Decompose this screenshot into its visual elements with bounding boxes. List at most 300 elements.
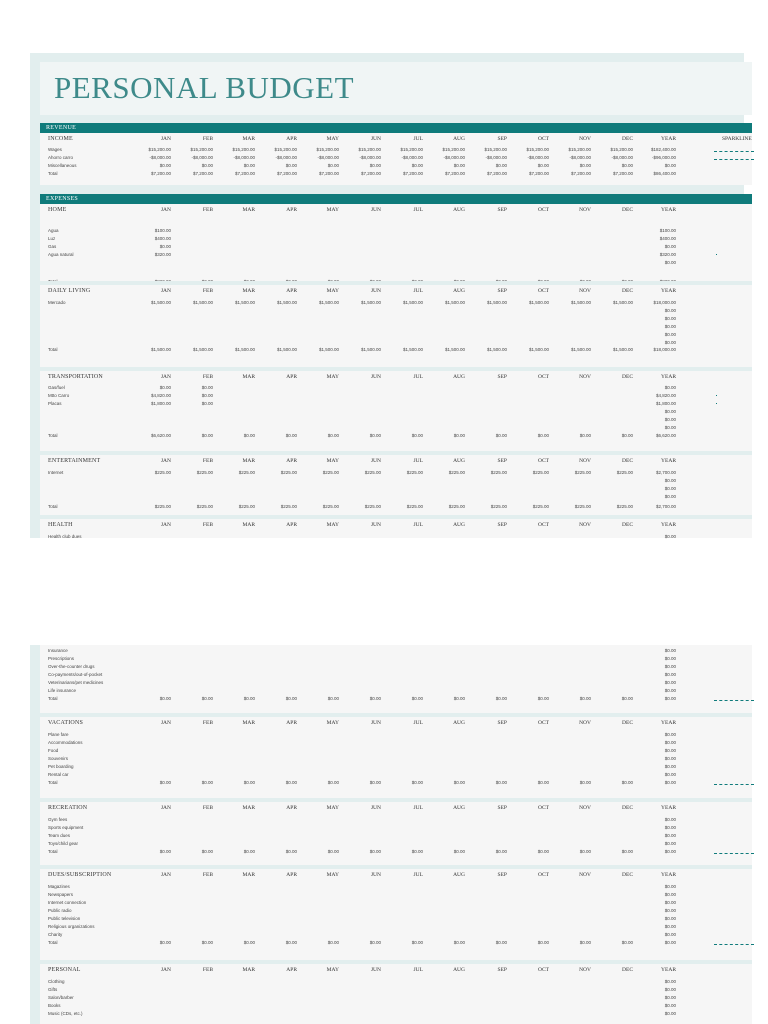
month-value: $0.00	[621, 780, 633, 785]
section-header-personal	[40, 966, 752, 975]
month-value: $225.00	[532, 504, 549, 509]
section-divider	[40, 713, 752, 717]
year-value: $2,700.00	[655, 504, 676, 509]
month-header: APR	[286, 720, 297, 726]
month-header: AUG	[453, 967, 465, 973]
month-header: MAR	[242, 458, 255, 464]
month-value: $0.00	[579, 849, 591, 854]
total-row	[40, 431, 752, 440]
month-value: $0.00	[327, 849, 339, 854]
month-value: $0.00	[327, 163, 339, 168]
year-header: YEAR	[661, 872, 676, 878]
month-value: $0.00	[201, 780, 213, 785]
month-value: $4,820.00	[150, 393, 171, 398]
month-header: MAY	[326, 805, 339, 811]
month-header: JAN	[160, 720, 171, 726]
month-value: $15,200.00	[484, 147, 507, 152]
month-value: $15,200.00	[358, 147, 381, 152]
month-value: $1,500.00	[570, 347, 591, 352]
month-header: SEP	[497, 522, 507, 528]
section-header-home	[40, 206, 752, 215]
year-header: YEAR	[661, 374, 676, 380]
month-value: $7,200.00	[444, 171, 465, 176]
row-label: Gas	[48, 244, 57, 249]
month-value: $0.00	[495, 940, 507, 945]
month-value: $1,500.00	[444, 300, 465, 305]
month-header: JAN	[160, 522, 171, 528]
month-header: DEC	[622, 458, 633, 464]
month-header: APR	[286, 522, 297, 528]
month-value: $1,500.00	[570, 300, 591, 305]
sparkline	[714, 698, 754, 701]
year-value: $6,620.00	[655, 433, 676, 438]
month-value: $7,200.00	[150, 171, 171, 176]
sparkline	[714, 782, 754, 785]
section-header-dues	[40, 871, 752, 880]
month-value: $0.00	[495, 780, 507, 785]
month-header: APR	[286, 805, 297, 811]
year-header: YEAR	[661, 207, 676, 213]
total-row	[40, 345, 752, 354]
month-header: JUL	[413, 136, 423, 142]
month-value: $15,200.00	[400, 147, 423, 152]
month-header: SEP	[497, 288, 507, 294]
month-header: AUG	[453, 522, 465, 528]
year-value: $0.00	[664, 900, 676, 905]
month-header: MAY	[326, 458, 339, 464]
row-label: Gifts	[48, 987, 58, 992]
month-value: $0.00	[285, 163, 297, 168]
row-label: Agua natural	[48, 252, 74, 257]
month-value: $0.00	[411, 940, 423, 945]
year-value: $0.00	[664, 825, 676, 830]
month-header: MAR	[242, 805, 255, 811]
month-value: $0.00	[537, 849, 549, 854]
year-value: $0.00	[664, 924, 676, 929]
month-value: $0.00	[327, 780, 339, 785]
month-value: $225.00	[154, 504, 171, 509]
month-value: -$8,000.00	[233, 155, 255, 160]
month-value: -$8,000.00	[443, 155, 465, 160]
row-label: Placas	[48, 401, 62, 406]
month-value: $15,200.00	[568, 147, 591, 152]
month-value: -$8,000.00	[569, 155, 591, 160]
month-value: $0.00	[201, 385, 213, 390]
month-value: $225.00	[322, 504, 339, 509]
year-value: $0.00	[664, 385, 676, 390]
expense-row	[40, 532, 752, 541]
year-value: $0.00	[664, 764, 676, 769]
month-value: $7,200.00	[318, 171, 339, 176]
month-value: $0.00	[201, 940, 213, 945]
month-header: MAR	[242, 288, 255, 294]
year-value: $0.00	[664, 534, 676, 539]
month-value: $0.00	[453, 780, 465, 785]
month-value: -$8,000.00	[191, 155, 213, 160]
month-header: APR	[286, 374, 297, 380]
month-value: $1,500.00	[444, 347, 465, 352]
total-row	[40, 847, 752, 856]
month-header: APR	[286, 136, 297, 142]
month-header: MAR	[242, 967, 255, 973]
month-value: $225.00	[574, 470, 591, 475]
month-value: $6,620.00	[150, 433, 171, 438]
month-header: OCT	[538, 967, 549, 973]
row-label: Food	[48, 748, 59, 753]
row-label: Clothing	[48, 979, 65, 984]
section-header-vacations	[40, 719, 752, 728]
month-value: $15,200.00	[526, 147, 549, 152]
month-value: $100.00	[154, 228, 171, 233]
year-value: $0.00	[664, 324, 676, 329]
row-label: Agua	[48, 228, 59, 233]
month-header: APR	[286, 207, 297, 213]
section-divider	[40, 451, 752, 455]
month-header: JAN	[160, 374, 171, 380]
month-value: $1,500.00	[192, 347, 213, 352]
month-header: MAR	[242, 522, 255, 528]
month-header: OCT	[538, 207, 549, 213]
month-value: $0.00	[243, 780, 255, 785]
year-value: $0.00	[664, 340, 676, 345]
month-value: $0.00	[159, 940, 171, 945]
month-value: $1,500.00	[150, 300, 171, 305]
month-header: FEB	[202, 872, 213, 878]
year-value: $0.00	[664, 841, 676, 846]
month-value: $0.00	[621, 696, 633, 701]
month-header: OCT	[538, 288, 549, 294]
month-header: NOV	[579, 374, 591, 380]
month-value: $0.00	[453, 696, 465, 701]
month-value: $0.00	[579, 696, 591, 701]
month-header: OCT	[538, 872, 549, 878]
row-label: Books	[48, 1003, 61, 1008]
section-header-recreation	[40, 804, 752, 813]
month-value: $0.00	[453, 940, 465, 945]
row-label: Public radio	[48, 908, 72, 913]
expense-row	[40, 258, 752, 267]
month-header: JUL	[413, 458, 423, 464]
month-header: JUL	[413, 207, 423, 213]
month-value: $0.00	[285, 433, 297, 438]
month-header: JUL	[413, 720, 423, 726]
row-label: Accommodations	[48, 740, 83, 745]
month-header: OCT	[538, 720, 549, 726]
sparkline	[716, 403, 717, 404]
month-header: JUL	[413, 872, 423, 878]
row-label: Gas/fuel	[48, 385, 65, 390]
month-value: $0.00	[243, 433, 255, 438]
month-value: $0.00	[285, 696, 297, 701]
month-header: SEP	[497, 136, 507, 142]
month-header: JUL	[413, 288, 423, 294]
section-header-health	[40, 521, 752, 530]
month-header: NOV	[579, 288, 591, 294]
month-value: $1,500.00	[528, 347, 549, 352]
month-value: $225.00	[574, 504, 591, 509]
year-value: $0.00	[664, 740, 676, 745]
month-value: $1,500.00	[276, 300, 297, 305]
month-header: APR	[286, 967, 297, 973]
section-heading: PERSONAL	[48, 967, 81, 973]
month-value: $0.00	[495, 696, 507, 701]
month-header: SEP	[497, 872, 507, 878]
month-header: NOV	[579, 522, 591, 528]
total-row	[40, 778, 752, 787]
year-value: $0.00	[664, 478, 676, 483]
month-value: $0.00	[537, 940, 549, 945]
month-value: -$8,000.00	[275, 155, 297, 160]
sparkline	[714, 157, 754, 160]
section-divider	[40, 367, 752, 371]
year-header: YEAR	[661, 458, 676, 464]
month-header: MAY	[326, 207, 339, 213]
month-value: $0.00	[369, 433, 381, 438]
month-value: $0.00	[159, 696, 171, 701]
expense-row	[40, 492, 752, 501]
year-value: $86,400.00	[653, 171, 676, 176]
row-label: Ahorro carro	[48, 155, 74, 160]
month-value: $0.00	[411, 163, 423, 168]
year-value: $0.00	[664, 672, 676, 677]
year-value: -$96,000.00	[651, 155, 676, 160]
month-header: JAN	[160, 872, 171, 878]
section-divider	[40, 960, 752, 964]
month-header: NOV	[579, 720, 591, 726]
month-value: $225.00	[154, 470, 171, 475]
budget-page-2	[30, 645, 744, 1024]
expenses-bar: EXPENSES	[40, 194, 752, 204]
month-header: MAY	[326, 374, 339, 380]
month-header: JAN	[160, 136, 171, 142]
month-value: $0.00	[495, 433, 507, 438]
month-header: AUG	[453, 288, 465, 294]
month-value: $225.00	[196, 470, 213, 475]
month-header: SEP	[497, 967, 507, 973]
month-value: $0.00	[621, 849, 633, 854]
year-value: $0.00	[664, 494, 676, 499]
year-header: YEAR	[661, 805, 676, 811]
row-label: Pet boarding	[48, 764, 74, 769]
row-label: Veterinarians/pet medicines	[48, 680, 104, 685]
year-value: $18,000.00	[653, 347, 676, 352]
month-value: $0.00	[411, 849, 423, 854]
month-header: MAR	[242, 872, 255, 878]
year-value: $0.00	[664, 244, 676, 249]
year-value: $0.00	[664, 332, 676, 337]
month-header: JUL	[413, 374, 423, 380]
month-value: $0.00	[411, 696, 423, 701]
month-value: $1,500.00	[234, 300, 255, 305]
month-header: MAR	[242, 136, 255, 142]
row-label: Health club dues	[48, 534, 82, 539]
year-value: $4,820.00	[655, 393, 676, 398]
row-label: Total	[48, 780, 58, 785]
row-label: Sports equipment	[48, 825, 84, 830]
year-value: $0.00	[664, 648, 676, 653]
total-row	[40, 938, 752, 947]
month-value: $1,500.00	[360, 300, 381, 305]
month-value: $225.00	[364, 504, 381, 509]
year-value: $0.00	[664, 916, 676, 921]
month-header: MAR	[242, 374, 255, 380]
section-heading: RECREATION	[48, 805, 88, 811]
month-value: $0.00	[201, 401, 213, 406]
year-value: $2,700.00	[655, 470, 676, 475]
month-value: $15,200.00	[274, 147, 297, 152]
row-label: Plane fare	[48, 732, 69, 737]
month-value: $225.00	[490, 504, 507, 509]
section-header-transport	[40, 373, 752, 382]
month-value: $0.00	[285, 780, 297, 785]
month-header: JUN	[370, 374, 381, 380]
month-header: JAN	[160, 288, 171, 294]
row-label: Total	[48, 347, 58, 352]
month-value: $0.00	[327, 940, 339, 945]
month-value: $225.00	[448, 504, 465, 509]
month-value: $0.00	[369, 163, 381, 168]
year-value: $182,400.00	[650, 147, 676, 152]
month-header: AUG	[453, 207, 465, 213]
year-value: $0.00	[664, 780, 676, 785]
year-value: $100.00	[659, 228, 676, 233]
month-value: -$8,000.00	[611, 155, 633, 160]
month-header: FEB	[202, 374, 213, 380]
sparkline	[716, 254, 717, 255]
section-heading: INCOME	[48, 136, 73, 142]
month-header: OCT	[538, 458, 549, 464]
month-value: $0.00	[453, 433, 465, 438]
month-value: $0.00	[537, 780, 549, 785]
month-value: $0.00	[243, 940, 255, 945]
row-label: Mtto Carro	[48, 393, 70, 398]
month-value: $0.00	[579, 163, 591, 168]
row-label: Gym fees	[48, 817, 68, 822]
month-value: $0.00	[411, 780, 423, 785]
month-value: $0.00	[621, 940, 633, 945]
month-value: $15,200.00	[610, 147, 633, 152]
month-value: $1,500.00	[276, 347, 297, 352]
month-value: $7,200.00	[486, 171, 507, 176]
month-header: JUL	[413, 522, 423, 528]
month-value: $1,500.00	[318, 300, 339, 305]
month-header: DEC	[622, 805, 633, 811]
section-heading: HEALTH	[48, 522, 73, 528]
row-label: Insurance	[48, 648, 68, 653]
revenue-card	[40, 123, 752, 185]
row-label: Over-the-counter drugs	[48, 664, 95, 669]
sparkline	[716, 395, 717, 396]
month-header: AUG	[453, 872, 465, 878]
month-value: $1,800.00	[150, 401, 171, 406]
month-header: MAR	[242, 720, 255, 726]
year-value: $18,000.00	[653, 300, 676, 305]
month-header: OCT	[538, 805, 549, 811]
month-header: DEC	[622, 374, 633, 380]
month-value: $0.00	[201, 849, 213, 854]
month-value: $0.00	[159, 163, 171, 168]
month-value: $400.00	[154, 236, 171, 241]
month-header: APR	[286, 872, 297, 878]
month-value: $7,200.00	[192, 171, 213, 176]
month-value: $0.00	[159, 244, 171, 249]
month-header: JUL	[413, 967, 423, 973]
year-value: $0.00	[664, 748, 676, 753]
month-header: JUN	[370, 522, 381, 528]
year-value: $0.00	[664, 688, 676, 693]
year-value: $0.00	[664, 409, 676, 414]
month-header: MAY	[326, 967, 339, 973]
month-value: $15,200.00	[190, 147, 213, 152]
month-value: -$8,000.00	[359, 155, 381, 160]
month-value: $0.00	[243, 163, 255, 168]
row-label: Team dues	[48, 833, 71, 838]
section-heading: DUES/SUBSCRIPTION	[48, 872, 112, 878]
year-header: YEAR	[661, 522, 676, 528]
month-value: $7,200.00	[570, 171, 591, 176]
row-label: Total	[48, 171, 58, 176]
sparkline	[714, 149, 754, 152]
month-header: JAN	[160, 458, 171, 464]
month-header: JUN	[370, 720, 381, 726]
month-value: $0.00	[453, 849, 465, 854]
month-header: NOV	[579, 805, 591, 811]
month-value: $15,200.00	[232, 147, 255, 152]
month-value: $0.00	[285, 940, 297, 945]
section-heading: DAILY LIVING	[48, 288, 91, 294]
year-value: $0.00	[664, 656, 676, 661]
month-header: JUN	[370, 967, 381, 973]
month-value: $0.00	[579, 433, 591, 438]
month-value: $320.00	[154, 252, 171, 257]
month-value: $1,500.00	[402, 300, 423, 305]
month-header: SEP	[497, 458, 507, 464]
month-value: $225.00	[448, 470, 465, 475]
month-header: APR	[286, 288, 297, 294]
month-value: $15,200.00	[316, 147, 339, 152]
month-value: $225.00	[280, 470, 297, 475]
month-header: JUN	[370, 805, 381, 811]
year-value: $320.00	[659, 252, 676, 257]
month-header: DEC	[622, 522, 633, 528]
section-divider	[40, 515, 752, 519]
month-header: NOV	[579, 967, 591, 973]
month-value: $0.00	[327, 433, 339, 438]
month-value: $0.00	[243, 849, 255, 854]
month-value: $7,200.00	[528, 171, 549, 176]
month-header: FEB	[202, 967, 213, 973]
row-label: Total	[48, 504, 58, 509]
month-header: JUN	[370, 458, 381, 464]
month-header: NOV	[579, 458, 591, 464]
month-header: SEP	[497, 374, 507, 380]
month-header: AUG	[453, 374, 465, 380]
year-value: $1,800.00	[655, 401, 676, 406]
year-value: $0.00	[664, 849, 676, 854]
row-label: Souvenirs	[48, 756, 69, 761]
month-value: -$8,000.00	[485, 155, 507, 160]
year-value: $0.00	[664, 1003, 676, 1008]
month-header: NOV	[579, 207, 591, 213]
month-value: $7,200.00	[360, 171, 381, 176]
year-value: $0.00	[664, 732, 676, 737]
row-label: Wages	[48, 147, 62, 152]
year-value: $0.00	[664, 940, 676, 945]
month-header: MAY	[326, 720, 339, 726]
month-value: $225.00	[196, 504, 213, 509]
month-value: $225.00	[238, 504, 255, 509]
month-value: $0.00	[495, 849, 507, 854]
